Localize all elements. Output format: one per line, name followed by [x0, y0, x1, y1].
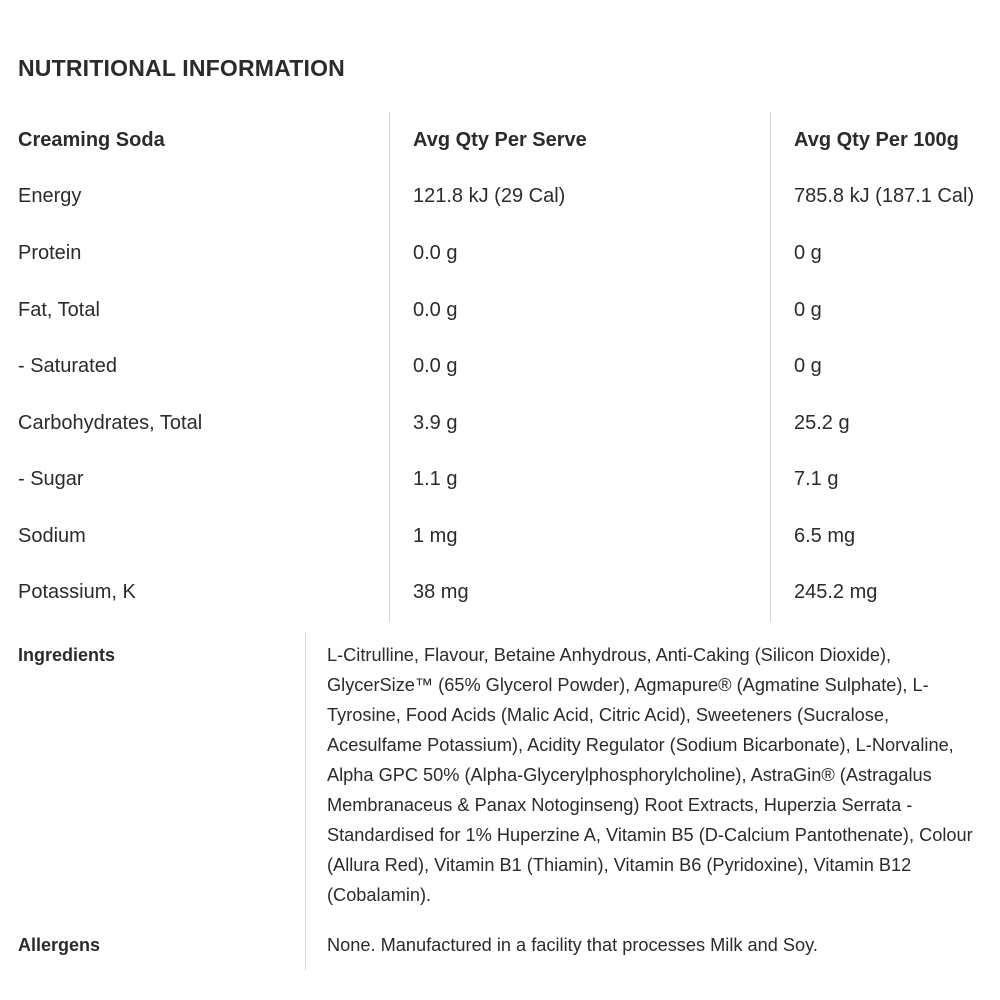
per-serve-value: 1.1 g — [413, 468, 458, 490]
allergens-section — [0, 930, 1000, 970]
per-100g-value: 0 g — [794, 355, 822, 377]
nutrient-name: Protein — [18, 242, 82, 264]
nutrition-table — [0, 112, 1000, 622]
ingredients-text: L-Citrulline, Flavour, Betaine Anhydrous, Anti-Caking (Silicon Dioxide), GlycerSize™ (65% Glycerol Powder), Agmapure® (Agmatine Sulphate), L-Tyrosine, Food Acids (Malic Acid, Citric Acid), Sweeteners (Sucralose, Acesulfame Potassium), Acidity Regulator (Sodium Bicarbonate), L-Norvaline, Alpha GPC 50% (Alpha-Glycerylphosphorylcholine), AstraGin® (Astragalus Membranaceus & Panax Notoginseng) Root Extracts, Huperzia Serrata - Standardised for 1% Huperzine A, Vitamin B5 (D-Calcium Pantothenate), Colour (Allura Red), Vitamin B1 (Thiamin), Vitamin B6 (Pyridoxine), Vitamin B12 (Cobalamin). — [327, 645, 973, 905]
table-header-row — [0, 112, 1000, 168]
per-serve-value: 0.0 g — [413, 299, 458, 321]
nutrient-name: Fat, Total — [18, 299, 100, 321]
per-serve-value: 121.8 kJ (29 Cal) — [413, 185, 566, 207]
table-row — [0, 338, 1000, 394]
section-title: NUTRITIONAL INFORMATION — [18, 55, 345, 81]
per-serve-value: 38 mg — [413, 581, 469, 603]
per-serve-value: 3.9 g — [413, 412, 458, 434]
allergens-label: Allergens — [18, 935, 101, 955]
table-row — [0, 395, 1000, 451]
table-row — [0, 564, 1000, 620]
per-100g-value: 245.2 mg — [794, 581, 878, 603]
per-serve-value: 0.0 g — [413, 242, 458, 264]
per-serve-value: 1 mg — [413, 525, 458, 547]
per-100g-value: 0 g — [794, 299, 822, 321]
ingredients-section — [0, 640, 1000, 910]
header-per-100g: Avg Qty Per 100g — [794, 129, 959, 151]
nutrient-name: Energy — [18, 185, 82, 207]
nutrient-name: - Sugar — [18, 468, 84, 490]
nutrient-name: Sodium — [18, 525, 86, 547]
allergens-text: None. Manufactured in a facility that processes Milk and Soy. — [327, 935, 818, 955]
per-100g-value: 0 g — [794, 242, 822, 264]
nutrient-name: Carbohydrates, Total — [18, 412, 203, 434]
table-row — [0, 225, 1000, 281]
header-per-serve: Avg Qty Per Serve — [413, 129, 587, 151]
table-row — [0, 508, 1000, 564]
table-row — [0, 168, 1000, 224]
nutrient-name: - Saturated — [18, 355, 117, 377]
ingredients-label: Ingredients — [18, 645, 116, 665]
per-100g-value: 785.8 kJ (187.1 Cal) — [794, 185, 975, 207]
per-serve-value: 0.0 g — [413, 355, 458, 377]
per-100g-value: 7.1 g — [794, 468, 839, 490]
table-row — [0, 282, 1000, 338]
per-100g-value: 6.5 mg — [794, 525, 856, 547]
table-row — [0, 451, 1000, 507]
per-100g-value: 25.2 g — [794, 412, 850, 434]
nutrient-name: Potassium, K — [18, 581, 136, 603]
header-product: Creaming Soda — [18, 129, 165, 151]
